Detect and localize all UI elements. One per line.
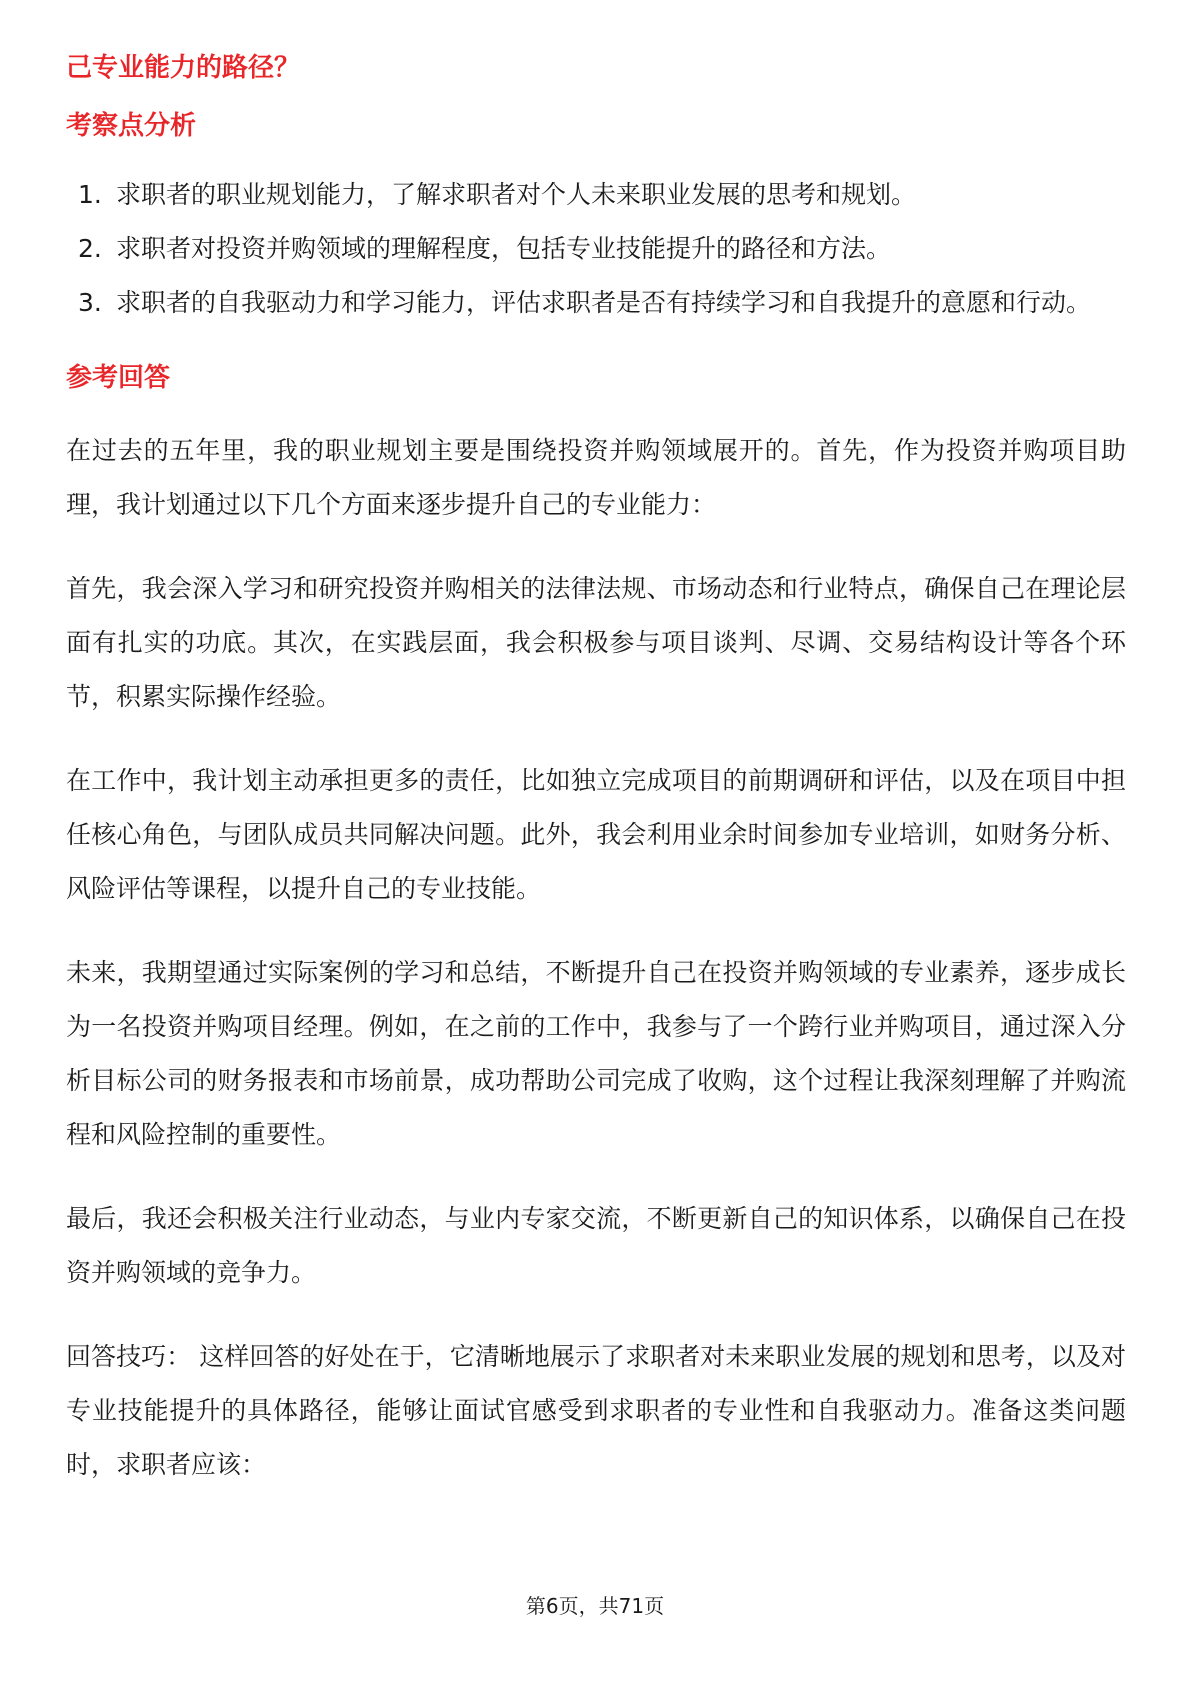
answer-paragraph: 未来，我期望通过实际案例的学习和总结，不断提升自己在投资并购领域的专业素养，逐步成长为一名投资并购项目经理。例如，在之前的工作中，我参与了一个跨行业并购项目，通过深入分析目标公司的财务报表和市场前景，成功帮助公司完成了收购，这个过程让我深刻理解了并购流程和风险控制的重要性。 <box>66 958 1126 1149</box>
answer-tips-paragraph: 回答技巧： 这样回答的好处在于，它清晰地展示了求职者对未来职业发展的规划和思考，以及对专业技能提升的具体路径，能够让面试官感受到求职者的专业性和自我驱动力。准备这类问题时，求职者应该： <box>66 1342 1126 1479</box>
list-item <box>66 222 1126 276</box>
answer-paragraph: 在过去的五年里，我的职业规划主要是围绕投资并购领域展开的。首先，作为投资并购项目助理，我计划通过以下几个方面来逐步提升自己的专业能力： <box>66 436 1126 519</box>
list-item-number: 2. <box>78 234 102 263</box>
list-item-number: 1. <box>78 180 102 209</box>
list-item <box>66 276 1126 330</box>
page-content <box>66 48 1126 1492</box>
list-item-text: 求职者的自我驱动力和学习能力，评估求职者是否有持续学习和自我提升的意愿和行动。 <box>116 288 1092 317</box>
list-item <box>66 168 1126 222</box>
list-item-text: 求职者的职业规划能力，了解求职者对个人未来职业发展的思考和规划。 <box>116 180 917 209</box>
answer-heading: 参考回答 <box>66 363 171 393</box>
answer-paragraph: 首先，我会深入学习和研究投资并购相关的法律法规、市场动态和行业特点，确保自己在理论层面有扎实的功底。其次，在实践层面，我会积极参与项目谈判、尽调、交易结构设计等各个环节，积累实际操作经验。 <box>66 574 1126 711</box>
page-number-footer: 第6页，共71页 <box>525 1594 665 1618</box>
answer-paragraph: 最后，我还会积极关注行业动态，与业内专家交流，不断更新自己的知识体系，以确保自己在投资并购领域的竞争力。 <box>66 1204 1126 1287</box>
answer-paragraph: 在工作中，我计划主动承担更多的责任，比如独立完成项目的前期调研和评估，以及在项目中担任核心角色，与团队成员共同解决问题。此外，我会利用业余时间参加专业培训，如财务分析、风险评估等课程，以提升自己的专业技能。 <box>66 766 1126 903</box>
analysis-points-list <box>66 168 1126 330</box>
question-title-fragment: 己专业能力的路径？ <box>66 53 301 83</box>
analysis-heading: 考察点分析 <box>66 111 197 141</box>
list-item-number: 3. <box>78 288 102 317</box>
list-item-text: 求职者对投资并购领域的理解程度，包括专业技能提升的路径和方法。 <box>116 234 892 263</box>
